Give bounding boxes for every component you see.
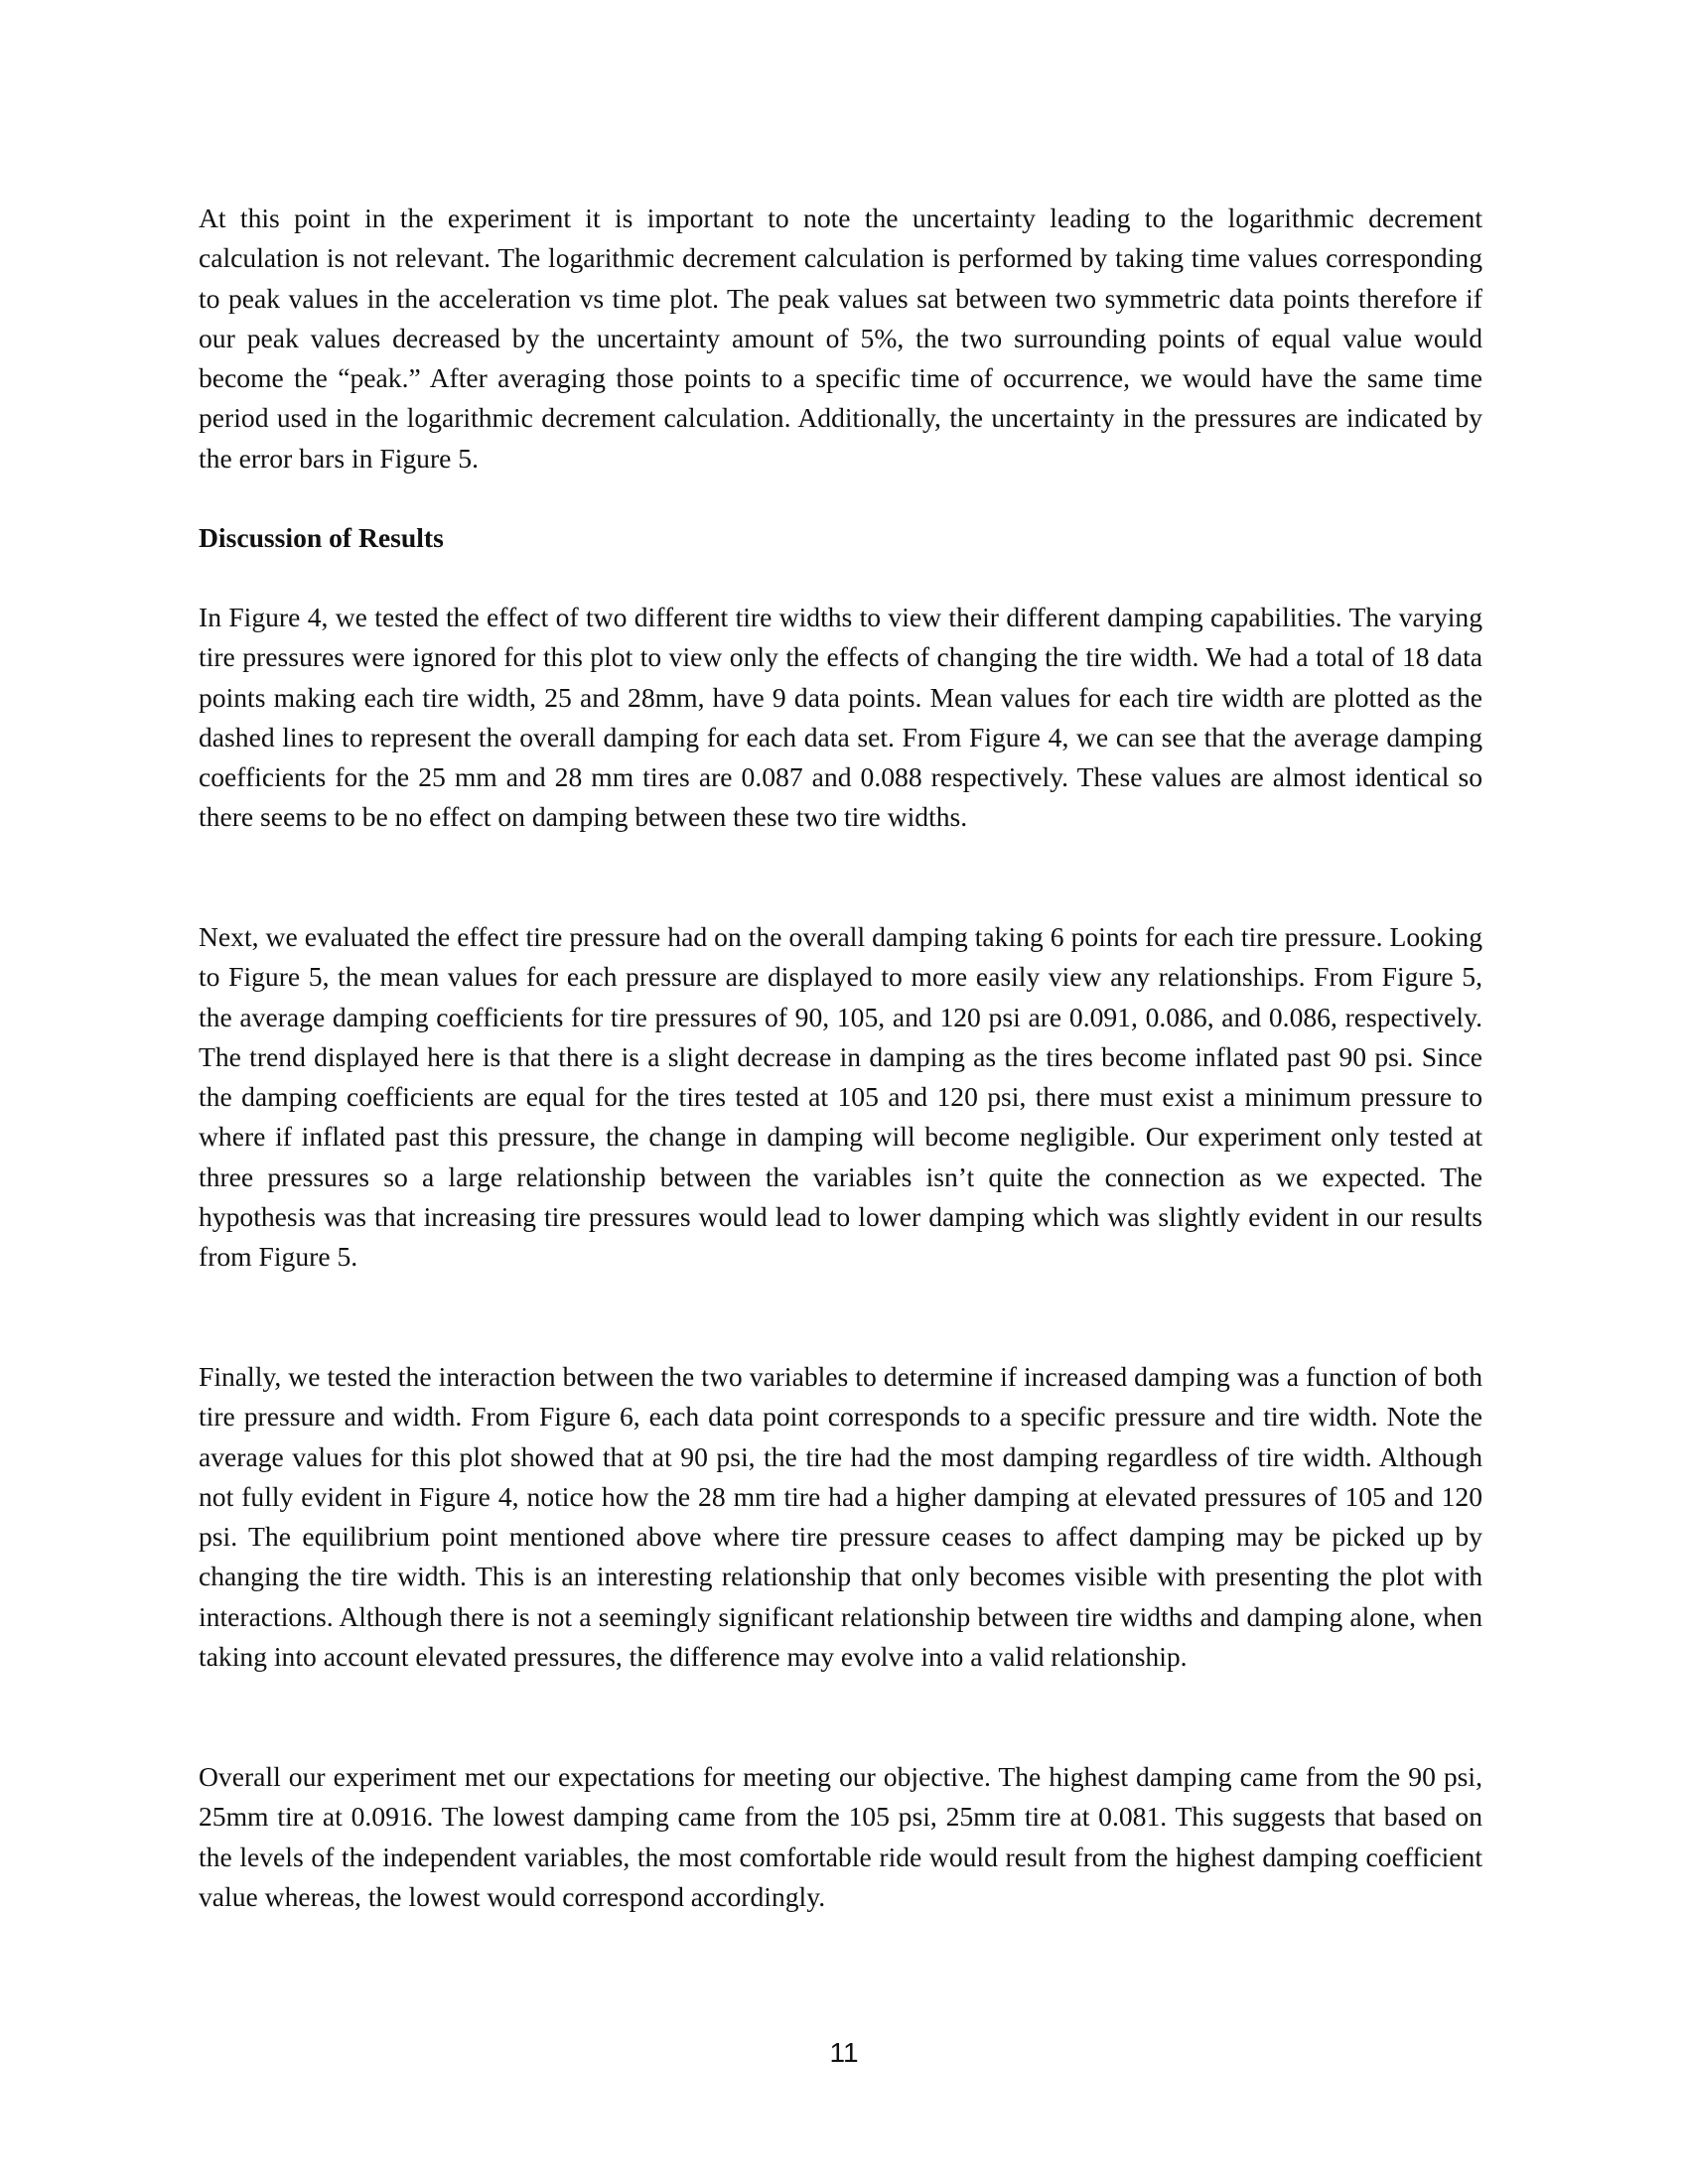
paragraph-tire-pressure: Next, we evaluated the effect tire pressure had on the overall damping taking 6 points for each tire pressure. Looking to Figure 5, the mean values for each pressure are displayed to more easily view any relationships. From Figure 5, the average damping coefficients for tire pressures of 90, 105, and 120 psi are 0.091, 0.086, and 0.086, respectively. The trend displayed here is that there is a slight decrease in damping as the tires become inflated past 90 psi. Since the damping coefficients are equal for the tires tested at 105 and 120 psi, there must exist a minimum pressure to where if inflated past this pressure, the change in damping will become negligible. Our experiment only tested at three pressures so a large relationship between the variables isn’t quite the connection as we expected. The hypothesis was that increasing tire pressures would lead to lower damping which was slightly evident in our results from Figure 5.	[199, 921, 1482, 1273]
paragraph-conclusion: Overall our experiment met our expectations for meeting our objective. The highest damping came from the 90 psi, 25mm tire at 0.0916. The lowest damping came from the 105 psi, 25mm tire at 0.081. This suggests that based on the levels of the independent variables, the most comfortable ride would result from the highest damping coefficient value whereas, the lowest would correspond accordingly.	[199, 1761, 1482, 1912]
paragraph-tire-width: In Figure 4, we tested the effect of two different tire widths to view their different damping capabilities. The varying tire pressures were ignored for this plot to view only the effects of changing the tire width. We had a total of 18 data points making each tire width, 25 and 28mm, have 9 data points. Mean values for each tire width are plotted as the dashed lines to represent the overall damping for each data set. From Figure 4, we can see that the average damping coefficients for the 25 mm and 28 mm tires are 0.087 and 0.088 respectively. These values are almost identical so there seems to be no effect on damping between these two tire widths.	[199, 602, 1482, 833]
page-number: 11	[829, 2037, 859, 2068]
section-heading-discussion: Discussion of Results	[199, 522, 444, 553]
paragraph-uncertainty: At this point in the experiment it is important to note the uncertainty leading to the logarithmic decrement calculation is not relevant. The logarithmic decrement calculation is performed by taking time values corresponding to peak values in the acceleration vs time plot. The peak values sat between two symmetric data points therefore if our peak values decreased by the uncertainty amount of 5%, the two surrounding points of equal value would become the “peak.” After averaging those points to a specific time of occurrence, we would have the same time period used in the logarithmic decrement calculation. Additionally, the uncertainty in the pressures are indicated by the error bars in Figure 5.	[199, 203, 1482, 474]
paragraph-interaction: Finally, we tested the interaction between the two variables to determine if increased damping was a function of both tire pressure and width. From Figure 6, each data point corresponds to a specific pressure and tire width. Note the average values for this plot showed that at 90 psi, the tire had the most damping regardless of tire width. Although not fully evident in Figure 4, notice how the 28 mm tire had a higher damping at elevated pressures of 105 and 120 psi. The equilibrium point mentioned above where tire pressure ceases to affect damping may be picked up by changing the tire width. This is an interesting relationship that only becomes visible with presenting the plot with interactions. Although there is not a seemingly significant relationship between tire widths and damping alone, when taking into account elevated pressures, the difference may evolve into a valid relationship.	[199, 1361, 1482, 1673]
